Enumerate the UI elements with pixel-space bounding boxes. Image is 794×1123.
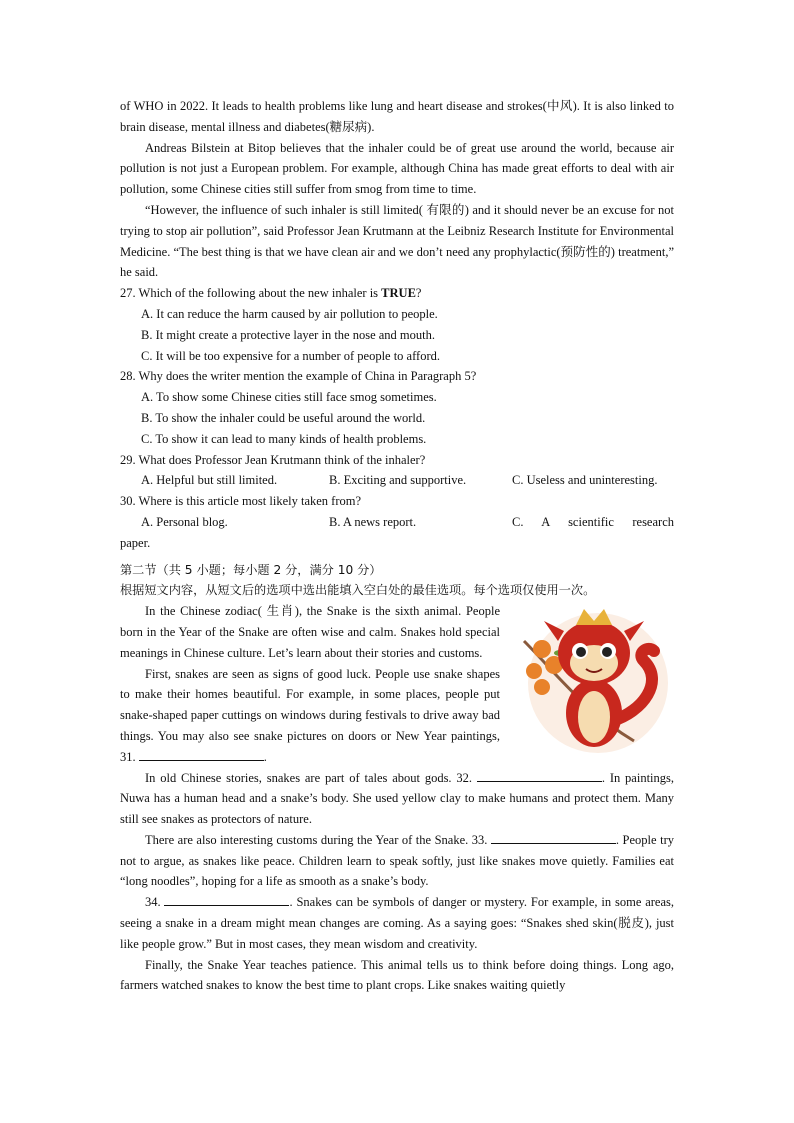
section-2-paragraph: First, snakes are seen as signs of good luck. People use snake shapes to make their homes beautiful. For example, in some places, people put snake-shaped paper cuttings on windows during festivals to drive away bad things. You may also see snake pictures on doors or New Year paintings, 31. . — [120, 666, 500, 764]
question-29-option-c: C. Useless and uninteresting. — [512, 473, 658, 488]
section-2-paragraph: 34. . Snakes can be symbols of danger or mystery. For example, in some areas, seeing a snake in a dream might mean changes are coming. As a saying goes: “Snakes shed skin(脱皮), just like people grow.” But in most cases, they mean wisdom and creativity. — [120, 895, 675, 951]
question-27-option-c: C. It will be too expensive for a number of people to afford. — [141, 348, 440, 363]
question-28-stem: 28. Why does the writer mention the example of China in Paragraph 5? — [120, 369, 477, 384]
section-2-paragraph: In old Chinese stories, snakes are part of tales about gods. 32. . In paintings, Nuwa has a human head and a snake’s body. She used yellow clay to make humans and protect them. Many still see snakes as protectors of nature. — [120, 770, 675, 827]
question-27-stem: 27. Which of the following about the new inhaler is TRUE? — [120, 286, 422, 301]
blank-32[interactable] — [477, 769, 602, 782]
section-2-paragraph: In the Chinese zodiac( 生肖), the Snake is the sixth animal. People born in the Year of the Snake are often wise and calm. Snakes hold special meanings in Chinese culture. Let’s learn about their stories and customs. — [120, 604, 500, 660]
question-29-option-b: B. Exciting and supportive. — [329, 473, 467, 488]
question-29-option-a: A. Helpful but still limited. — [141, 473, 278, 488]
blank-31[interactable] — [139, 748, 264, 761]
question-28-option-b: B. To show the inhaler could be useful around the world. — [141, 410, 426, 425]
section-2-paragraph: There are also interesting customs during the Year of the Snake. 33. . People try not to argue, as snakes like peace. Children learn to speak softly, just like snakes move quietly. Families eat “long noodles”, hoping for a life as smooth as a snake’s body. — [120, 832, 674, 889]
question-30-option-c-wrap: paper. — [120, 535, 151, 550]
question-28-option-a: A. To show some Chinese cities still face smog sometimes. — [141, 390, 437, 405]
section-2-paragraph: Finally, the Snake Year teaches patience. This animal tells us to think before doing things. Long ago, farmers watched snakes to know the best time to plant crops. Like snakes waiting quietly — [120, 957, 674, 993]
passage-c-paragraph: “However, the influence of such inhaler is still limited( 有限的) and it should never be an excuse for not trying to stop air pollution”, said Professor Jean Krutmann at the Leibniz Research Institute for Environmental Medicine. “The best thing is that we have clean air and we don’t need any prophylactic(预防性的) treatment,” he said. — [120, 202, 674, 280]
exam-page — [120, 96, 674, 996]
snake-zodiac-illustration — [514, 601, 674, 761]
passage-c-paragraph: Andreas Bilstein at Bitop believes that the inhaler could be of great use around the world, because air pollution is not just a European problem. For example, although China has made great efforts to deal with air pollution, some Chinese cities still suffer from smog from time to time. — [120, 140, 674, 197]
question-29-options — [120, 470, 674, 491]
question-30-stem: 30. Where is this article most likely taken from? — [120, 494, 362, 509]
blank-33[interactable] — [491, 831, 616, 844]
question-30-options — [120, 512, 674, 533]
emphasis-true: TRUE — [381, 286, 416, 301]
question-30-option-b: B. A news report. — [329, 514, 417, 529]
section-2-instruction: 根据短文内容，从短文后的选项中选出能填入空白处的最佳选项。每个选项仅使用一次。 — [120, 583, 596, 598]
passage-c-paragraph-tail: of WHO in 2022. It leads to health problems like lung and heart disease and strokes(中风). It is also linked to brain disease, mental illness and diabetes(糖尿病). — [120, 99, 674, 134]
question-27-option-b: B. It might create a protective layer in the nose and mouth. — [141, 327, 436, 342]
question-30-option-c: C. A scientific research — [512, 514, 674, 529]
question-29-stem: 29. What does Professor Jean Krutmann think of the inhaler? — [120, 452, 426, 467]
question-27-option-a: A. It can reduce the harm caused by air pollution to people. — [141, 306, 438, 321]
blank-34[interactable] — [164, 893, 289, 906]
section-2-heading: 第二节（共 5 小题；每小题 2 分，满分 10 分） — [120, 562, 382, 577]
question-28-option-c: C. To show it can lead to many kinds of health problems. — [141, 431, 427, 446]
question-30-option-a: A. Personal blog. — [141, 514, 228, 529]
